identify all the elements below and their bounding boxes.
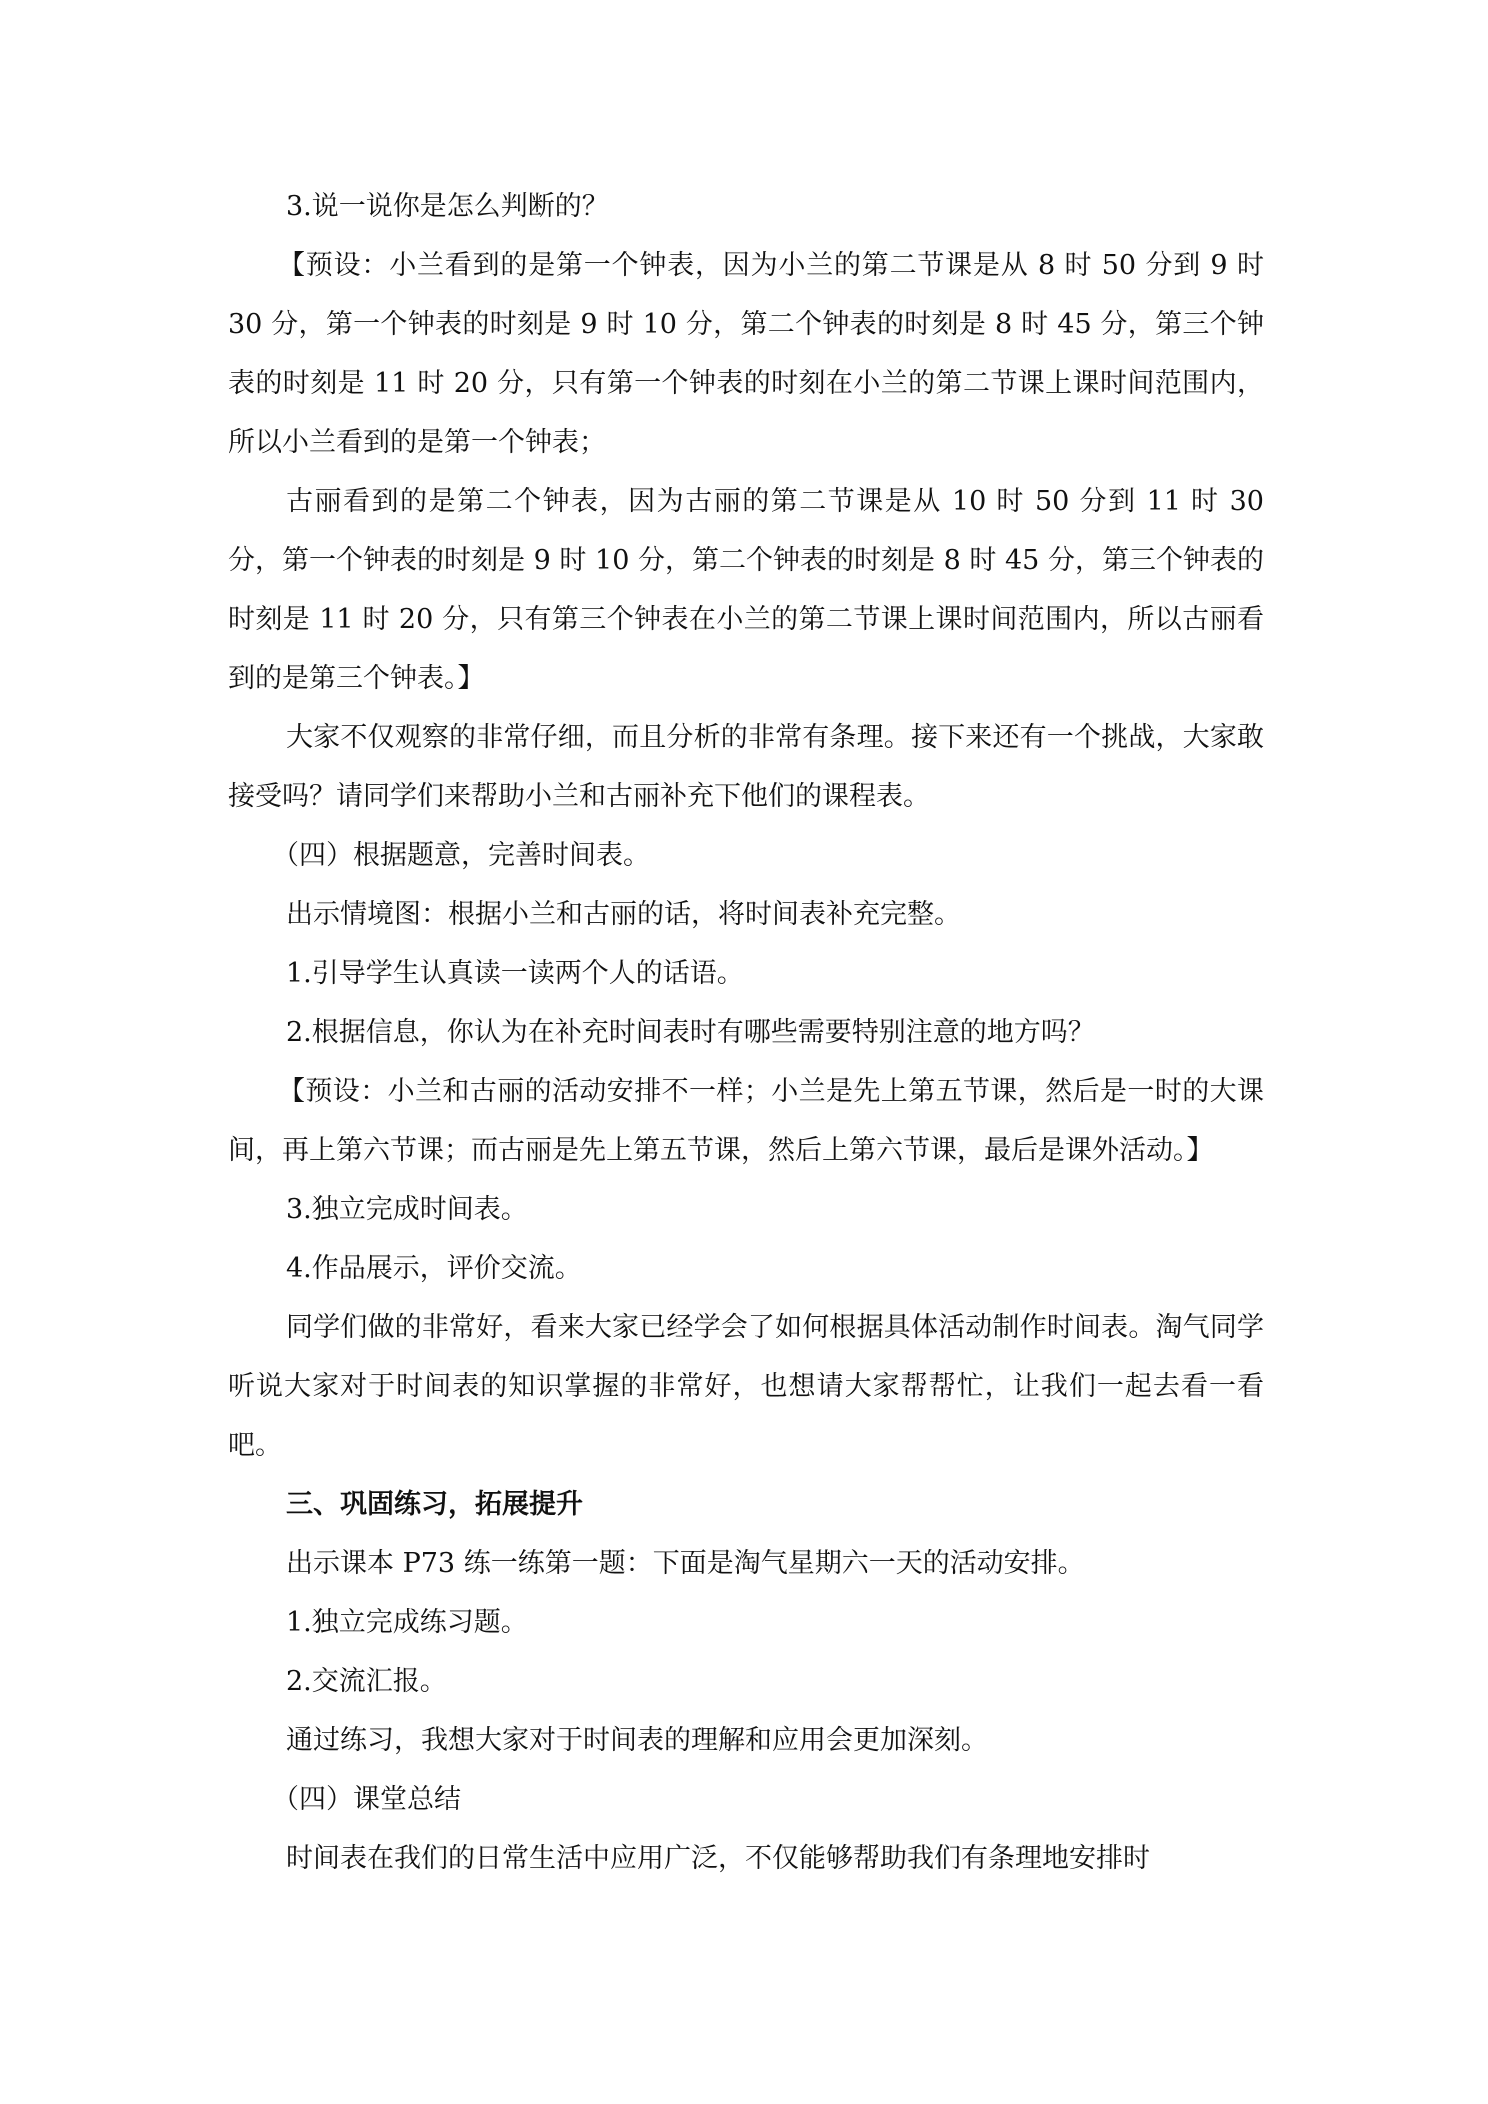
paragraph-challenge: 大家不仅观察的非常仔细，而且分析的非常有条理。接下来还有一个挑战，大家敢接受吗？请同学们来帮助小兰和古丽补充下他们的课程表。 — [228, 722, 1264, 812]
paragraph-practice-summary: 通过练习，我想大家对于时间表的理解和应用会更加深刻。 — [286, 1725, 988, 1756]
list-item-3-complete: 3.独立完成时间表。 — [286, 1194, 528, 1225]
paragraph-preset-activities: 【预设：小兰和古丽的活动安排不一样；小兰是先上第五节课，然后是一时的大课间，再上第六节课；而古丽是先上第五节课，然后上第六节课，最后是课外活动。】 — [228, 1076, 1264, 1166]
paragraph-textbook-exercise: 出示课本 P73 练一练第一题：下面是淘气星期六一天的活动安排。 — [286, 1548, 1085, 1579]
list-item-2-report: 2.交流汇报。 — [286, 1666, 447, 1697]
paragraph-show-scene: 出示情境图：根据小兰和古丽的话，将时间表补充完整。 — [286, 899, 961, 930]
section-heading-practice: 三、巩固练习，拓展提升 — [286, 1489, 583, 1520]
list-item-1-exercise: 1.独立完成练习题。 — [286, 1607, 528, 1638]
list-item-1-read: 1.引导学生认真读一读两个人的话语。 — [286, 958, 744, 989]
paragraph-question-3: 3.说一说你是怎么判断的？ — [286, 191, 609, 222]
section-heading-complete-timetable: （四）根据题意，完善时间表。 — [272, 840, 650, 871]
list-item-2-notice: 2.根据信息，你认为在补充时间表时有哪些需要特别注意的地方吗？ — [286, 1017, 1095, 1048]
document-body — [228, 177, 1264, 1888]
paragraph-transition: 同学们做的非常好，看来大家已经学会了如何根据具体活动制作时间表。淘气同学听说大家对于时间表的知识掌握的非常好，也想请大家帮帮忙，让我们一起去看一看吧。 — [228, 1312, 1264, 1461]
paragraph-preset-guli: 古丽看到的是第二个钟表，因为古丽的第二节课是从 10 时 50 分到 11 时 30 分，第一个钟表的时刻是 9 时 10 分，第二个钟表的时刻是 8 时 45 分，第三个钟表的时刻是 11 时 20 分，只有第三个钟表在小兰的第二节课上课时间范围内，所以古丽看到的是第三个钟表。】 — [228, 486, 1264, 694]
list-item-4-showcase: 4.作品展示，评价交流。 — [286, 1253, 582, 1284]
paragraph-preset-xiaolan: 【预设：小兰看到的是第一个钟表，因为小兰的第二节课是从 8 时 50 分到 9 时 30 分，第一个钟表的时刻是 9 时 10 分，第二个钟表的时刻是 8 时 45 分，第三个钟表的时刻是 11 时 20 分，只有第一个钟表的时刻在小兰的第二节课上课时间范围内，所以小兰看到的是第一个钟表； — [228, 250, 1264, 458]
section-heading-summary: （四）课堂总结 — [272, 1784, 461, 1815]
paragraph-summary-text: 时间表在我们的日常生活中应用广泛，不仅能够帮助我们有条理地安排时 — [286, 1843, 1150, 1874]
